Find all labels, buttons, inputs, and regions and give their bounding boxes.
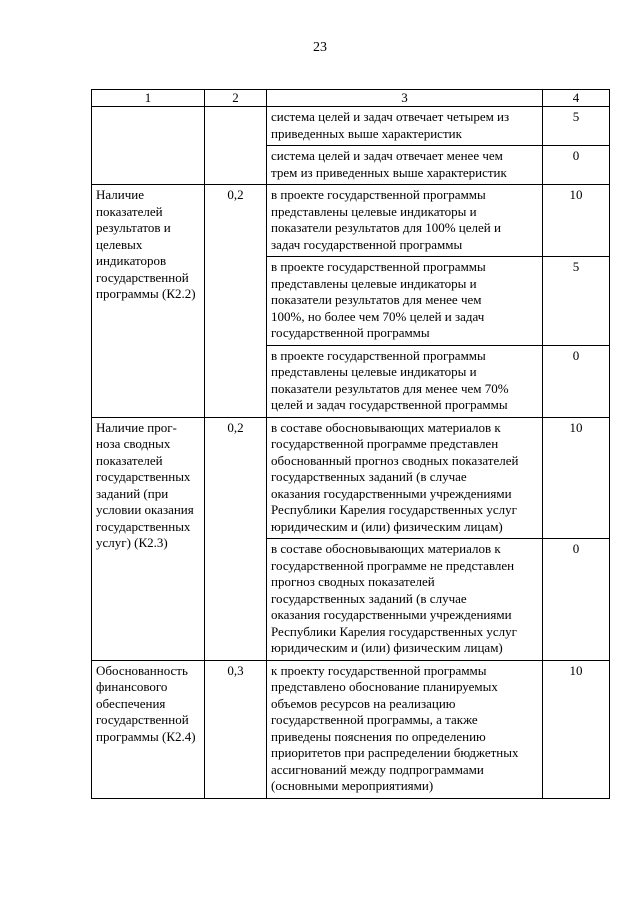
score-cell: 5 — [543, 107, 610, 146]
score-cell: 10 — [543, 185, 610, 257]
weight-cell: 0,2 — [205, 417, 267, 660]
table-row — [92, 107, 610, 146]
score-cell: 10 — [543, 417, 610, 539]
table-row — [92, 185, 610, 257]
weight-cell: 0,3 — [205, 660, 267, 798]
description-cell: в проекте государственной программы представлены целевые индикаторы и показатели результатов для менее чем 100%, но более чем 70% целей и задач государственной программы — [267, 257, 543, 346]
column-header: 3 — [267, 90, 543, 107]
score-cell: 0 — [543, 539, 610, 661]
page-number: 23 — [313, 40, 327, 55]
description-cell: в проекте государственной программы представлены целевые индикаторы и показатели результатов для 100% целей и задач государственной программы — [267, 185, 543, 257]
criterion-cell: Обоснованность финансового обеспечения государственной программы (К2.4) — [92, 660, 205, 798]
table-row — [92, 660, 610, 798]
column-header: 4 — [543, 90, 610, 107]
table-row — [92, 417, 610, 539]
score-cell: 0 — [543, 345, 610, 417]
score-cell: 5 — [543, 257, 610, 346]
description-cell: система целей и задач отвечает четырем из приведенных выше характеристик — [267, 107, 543, 146]
description-cell: система целей и задач отвечает менее чем трем из приведенных выше характеристик — [267, 146, 543, 185]
criterion-cell: Наличие прог- ноза сводных показателей государственных заданий (при условии оказания государственных услуг) (К2.3) — [92, 417, 205, 660]
score-cell: 10 — [543, 660, 610, 798]
criterion-cell — [92, 107, 205, 185]
score-cell: 0 — [543, 146, 610, 185]
column-header: 2 — [205, 90, 267, 107]
description-cell: к проекту государственной программы представлено обоснование планируемых объемов ресурсов на реализацию государственной программы, а также приведены пояснения по определению приоритетов при распределении бюджетных ассигнований между подпрограммами (основными мероприятиями) — [267, 660, 543, 798]
criterion-cell: Наличие показателей результатов и целевых индикаторов государственной программы (К2.2) — [92, 185, 205, 418]
weight-cell — [205, 107, 267, 185]
weight-cell: 0,2 — [205, 185, 267, 418]
column-header: 1 — [92, 90, 205, 107]
description-cell: в составе обосновывающих материалов к государственной программе не представлен прогноз сводных показателей государственных заданий (в случае оказания государственными учреждениями Республики Карелия государственных услуг юридическим и (или) физическим лицам) — [267, 539, 543, 661]
description-cell: в составе обосновывающих материалов к государственной программе представлен обоснованный прогноз сводных показателей государственных заданий (в случае оказания государственными учреждениями Республики Карелия государственных услуг юридическим и (или) физическим лицам) — [267, 417, 543, 539]
header-row — [92, 90, 610, 107]
criteria-table — [91, 89, 610, 799]
description-cell: в проекте государственной программы представлены целевые индикаторы и показатели результатов для менее чем 70% целей и задач государственной программы — [267, 345, 543, 417]
